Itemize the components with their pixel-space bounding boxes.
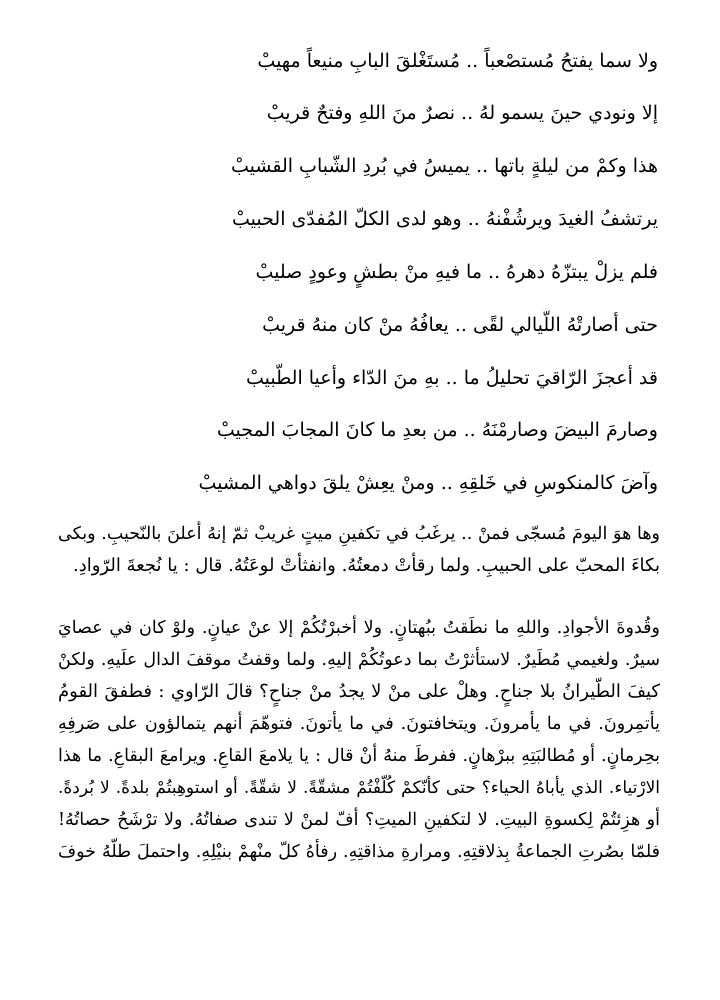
verse-line-3: هذا وكمْ من ليلةٍ باتها .. يميسُ في بُردِ الشّبابِ القشيبْ	[231, 155, 658, 177]
paragraph-2-line: وقُدوةَ الأجوادِ. واللهِ ما نطَقتُ ببُهتانٍ. ولا أخبرْتُكُمْ إلا عنْ عيانٍ. ولوْ كان في عصايَ	[58, 618, 660, 638]
verse-line-2: إلا ونودي حينَ يسمو لهُ .. نصرٌ منَ اللهِ وفتحٌ قريبْ	[266, 102, 658, 124]
paragraph-2-line: الارْتياء. الذي يأباهُ الحياء؟ حتى كأنّكمْ كُلّفْتُمْ مشقّةً. لا شقّةً. أو استوهِبتُمْ بلدةً. لا بُردةً.	[58, 778, 660, 798]
paragraph-2-line: سيرٌ. ولغيمي مُطَيرٌ. لاستأثرْتُ بما دعوتُكُمْ إليهِ. ولما وقفتُ موقفَ الدال علَيهِ. ولكنْ	[58, 650, 660, 670]
paragraph-2	[58, 612, 660, 868]
verse-line-7: قد أعجزَ الرّاقيَ تحليلُ ما .. بهِ منَ الدّاء وأعيا الطّبيبْ	[245, 367, 658, 389]
verse-line-4: يرتشفُ الغيدَ ويرشُفْنهُ .. وهو لدى الكلّ المُفدّى الحبيبْ	[232, 208, 658, 230]
paragraph-1-line: بكاءَ المحبّ على الحبيبِ. ولما رقأتْ دمعتُهُ. وانفثأتْ لوعَتُهُ. قال : يا نُجعةَ الرّوادِ.	[72, 555, 660, 576]
paragraph-1	[58, 518, 660, 582]
verse-line-8: وصارمَ البيضَ وصارمْنَهُ .. من بعدِ ما كانَ المجابَ المجيبْ	[216, 419, 658, 441]
verse-line-9: وآضَ كالمنكوسِ في خَلقِهِ .. ومنْ يعِشْ يلقَ دواهي المشيبْ	[198, 472, 658, 494]
paragraph-2-line: بحِرمانٍ. أو مُطالبَتِهِ ببرْهانٍ. ففرطَ منهُ أنْ قال : يا يلامعَ القاعِ. ويرامعَ البقاعِ. ما هذا	[58, 746, 660, 766]
paragraph-2-line: يأتمِرونَ. في ما يأمرونَ. ويتخافتونَ. في ما يأتونَ. فتوهّمَ أنهم يتمالؤون على صَرفِهِ	[58, 714, 660, 734]
verse-line-5: فلم يزلْ يبتزّهُ دهرهُ .. ما فيهِ منْ بطشٍ وعودٍ صليبْ	[255, 261, 658, 283]
paragraph-2-line: أو هزِئتُمْ لِكسوةِ البيتِ. لا لتكفينِ الميتِ؟ أفّ لمنْ لا تندى صفاتُهُ. ولا ترْشَحُ حصاتُهُ!	[58, 810, 660, 830]
verse-line-6: حتى أصارتْهُ اللّيالي لقًى .. يعافُهُ منْ كان منهُ قريبْ	[262, 314, 658, 336]
paragraph-2-line: كيفَ الطّيرانُ بلا جناحٍ. وهلْ على منْ لا يجدُ منْ جناحٍ؟ قالَ الرّاوي : فطفقَ القومُ	[58, 681, 660, 702]
paragraph-1-line: وها هوَ اليومَ مُسجّى فمنْ .. يرغَبُ في تكفينِ ميتٍ غريبْ ثمّ إنهُ أعلنَ بالنّحيبِ. وبكى	[58, 524, 660, 544]
paragraph-2-line: فلمّا بصُرتِ الجماعةُ بِذلاقتِهِ. ومرارةِ مذاقتِهِ. رفأهُ كلّ منْهمْ بنيْلِهِ. واحتملَ طلّهُ خوفَ	[58, 842, 660, 862]
verse-line-1: ولا سما يفتحُ مُستصْعباً .. مُستَغْلقَ البابِ منيعاً مهيبْ	[257, 50, 658, 72]
